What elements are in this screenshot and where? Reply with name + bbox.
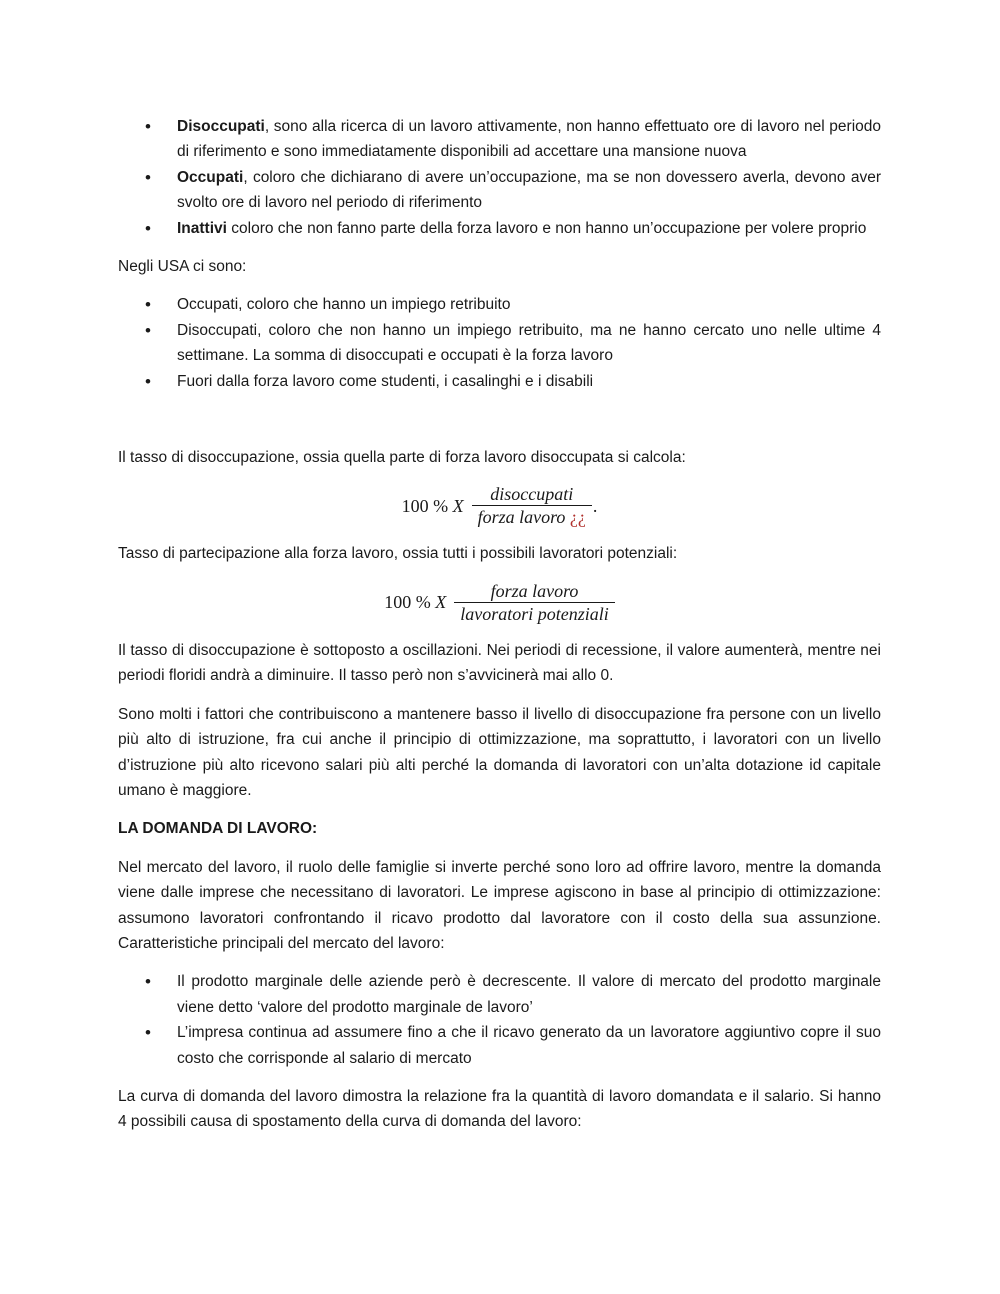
- document-page: [118, 114, 881, 1148]
- fraction-numerator: forza lavoro: [454, 580, 615, 603]
- usa-categories-list: [118, 292, 881, 394]
- list-item: • Il prodotto marginale delle aziende però è decrescente. Il valore di mercato del prodotto marginale viene detto ‘valore del prodotto marginale de lavoro’: [118, 969, 881, 1020]
- term-bold: Disoccupati: [177, 118, 265, 135]
- fraction-numerator: disoccupati: [472, 483, 592, 506]
- formula-error-glyphs: ¿¿: [569, 507, 586, 528]
- list-item-text: , sono alla ricerca di un lavoro attivamente, non hanno effettuato ore di lavoro nel periodo di riferimento e sono immediatamente disponibili ad accettare una mansione nuova: [177, 118, 881, 161]
- section-heading: LA DOMANDA DI LAVORO:: [118, 820, 318, 838]
- formula-prefix: 100 % X: [384, 592, 447, 613]
- participation-rate-paragraph: Tasso di partecipazione alla forza lavoro, ossia tutti i possibili lavoratori potenziali:: [118, 545, 678, 563]
- unemployment-rate-formula: [118, 483, 881, 528]
- term-bold: Occupati: [177, 168, 244, 186]
- unemployment-rate-paragraph: Il tasso di disoccupazione, ossia quella parte di forza lavoro disoccupata si calcola:: [118, 449, 686, 467]
- labor-market-paragraph: Nel mercato del lavoro, il ruolo delle famiglie si inverte perché sono loro ad offrire lavoro, mentre la domanda viene dalle imprese che necessitano di lavoratori. Le imprese agiscono in base al principio di ottimizzazione: assumono lavoratori confrontando il ricavo prodotto dal lavoratore con il costo della sua assunzione. Caratteristiche principali del mercato del lavoro:: [118, 858, 881, 952]
- labor-status-list: [118, 114, 881, 241]
- list-item: • Occupati, coloro che hanno un impiego retribuito: [118, 292, 881, 317]
- formula-fraction: [472, 483, 592, 528]
- fraction-denominator: forza lavoro ¿¿: [477, 507, 586, 528]
- formula-trailing-dot: .: [592, 495, 598, 516]
- list-item: • Disoccupati, coloro che non hanno un impiego retribuito, ma ne hanno cercato uno nelle ultime 4 settimane. La somma di disoccupati e occupati è la forza lavoro: [118, 318, 881, 369]
- list-item-text: coloro che non fanno parte della forza lavoro e non hanno un’occupazione per volere proprio: [226, 219, 867, 237]
- list-item: [118, 216, 881, 241]
- fraction-denominator: lavoratori potenziali: [460, 603, 609, 624]
- term-bold: Inattivi: [177, 219, 227, 237]
- oscillation-paragraph: Il tasso di disoccupazione è sottoposto a oscillazioni. Nei periodi di recessione, il valore aumenterà, mentre nei periodi floridi andrà a diminuire. Il tasso però non s’avvicinerà mai allo 0.: [118, 641, 881, 685]
- participation-rate-formula: [118, 580, 881, 625]
- list-item: • L’impresa continua ad assumere fino a che il ricavo generato da un lavoratore aggiuntivo copre il suo costo che corrisponde al salario di mercato: [118, 1020, 881, 1071]
- labor-market-features-list: [118, 969, 881, 1071]
- list-item: [118, 114, 881, 165]
- formula-prefix: 100 % X: [401, 495, 464, 516]
- blank-space: [118, 407, 881, 445]
- list-item: • Fuori dalla forza lavoro come studenti, i casalinghi e i disabili: [118, 369, 881, 394]
- list-item-text: , coloro che dichiarano di avere un’occupazione, ma se non dovessero averla, devono aver svolto ore di lavoro nel periodo di riferimento: [177, 168, 881, 212]
- usa-intro-paragraph: Negli USA ci sono:: [118, 258, 247, 276]
- factors-paragraph: Sono molti i fattori che contribuiscono a mantenere basso il livello di disoccupazione fra persone con un livello più alto di istruzione, fra cui anche il principio di ottimizzazione, ma soprattutto, i lavoratori con un livello d’istruzione più alto ricevono salari più alti perché la domanda di lavoratori con un’alta dotazione id capitale umano è maggiore.: [118, 705, 881, 799]
- demand-curve-paragraph: La curva di domanda del lavoro dimostra la relazione fra la quantità di lavoro domandata e il salario. Si hanno 4 possibili causa di spostamento della curva di domanda del lavoro:: [118, 1087, 881, 1131]
- list-item: [118, 165, 881, 216]
- formula-fraction: [454, 580, 615, 625]
